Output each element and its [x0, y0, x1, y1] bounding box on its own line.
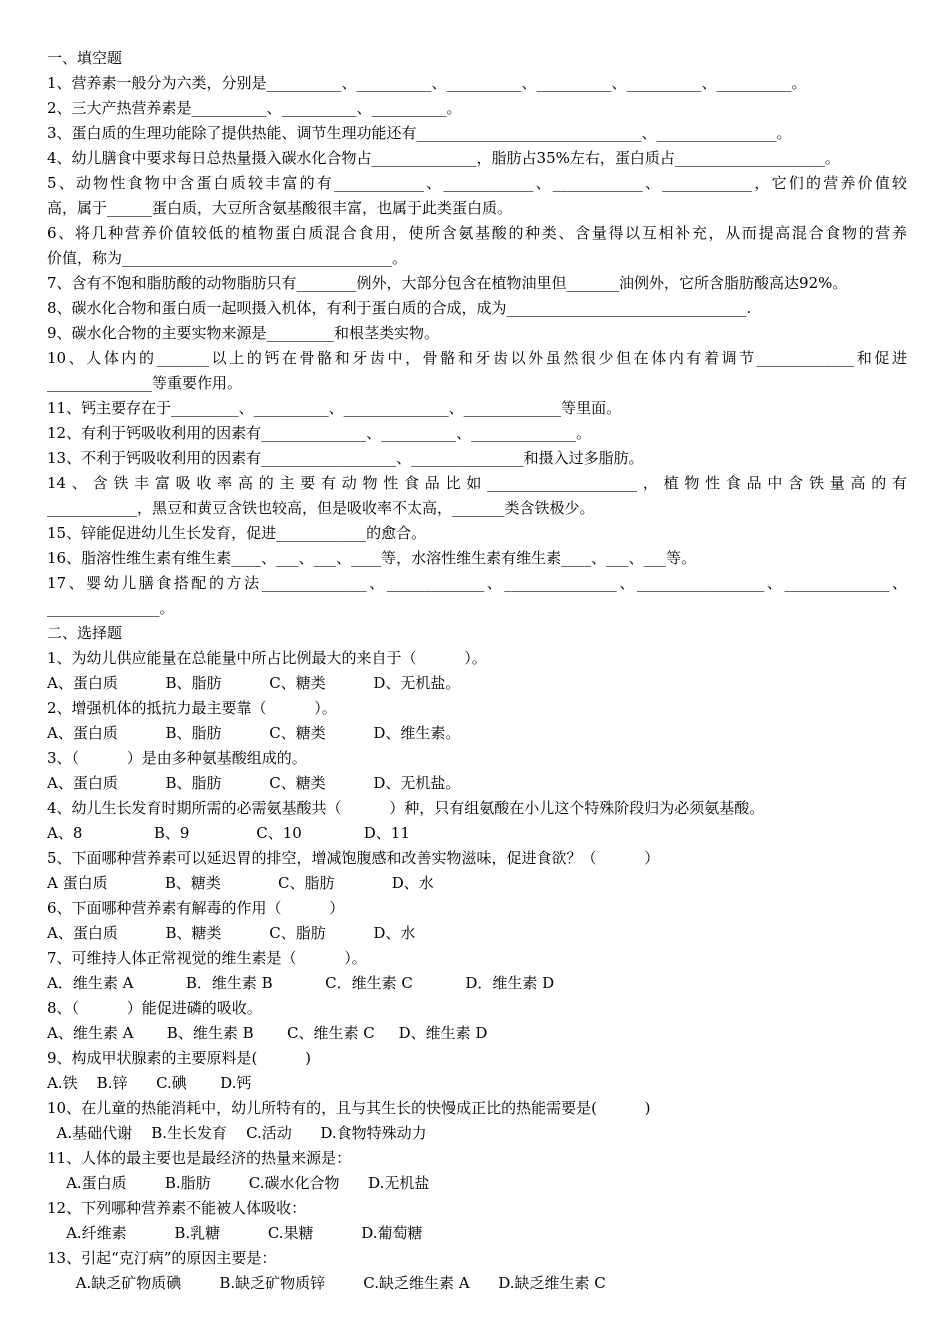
line-q5a: 5、动物性食物中含蛋白质较丰富的有____________、____________、____________、____________，它们的营养价值较 [47, 174, 907, 192]
line-q17a: 17、婴幼儿膳食搭配的方法______________、_____________、_______________、_________________、______________、 [47, 574, 907, 592]
line-c10: 10、在儿童的热能消耗中，幼儿所特有的，且与其生长的快慢成正比的热能需要是( ) [47, 1099, 651, 1117]
line-fill-heading: 一、填空题 [47, 49, 123, 67]
line-q12: 12、有利于钙吸收利用的因素有______________、__________、______________。 [47, 424, 592, 442]
line-c6-opts: A、蛋白质 B、糖类 C、脂肪 D、水 [47, 924, 416, 942]
line-q10b: ______________等重要作用。 [47, 374, 243, 392]
line-q8: 8、碳水化合物和蛋白质一起呗摄入机体，有利于蛋白质的合成，成为________________________________. [47, 299, 752, 317]
line-q7: 7、含有不饱和脂肪酸的动物脂肪只有________例外，大部分包含在植物油里但_______油例外，它所含脂肪酸高达92%。 [47, 274, 848, 292]
line-q10a: 10、人体内的_______以上的钙在骨骼和牙齿中，骨骼和牙齿以外虽然很少但在体内有着调节_____________和促进 [47, 349, 907, 367]
line-c4: 4、幼儿生长发育时期所需的必需氨基酸共（ ）种，只有组氨酸在小儿这个特殊阶段归为必须氨基酸。 [47, 799, 765, 817]
line-c7-opts: A．维生素 A B．维生素 B C．维生素 C D．维生素 D [47, 974, 555, 992]
line-c7: 7、可维持人体正常视觉的维生素是（ ）。 [47, 949, 367, 967]
line-c9: 9、构成甲状腺素的主要原料是( ) [47, 1049, 311, 1067]
line-c8-opts: A、维生素 A B、维生素 B C、维生素 C D、维生素 D [47, 1024, 488, 1042]
line-c6: 6、下面哪种营养素有解毒的作用（ ） [47, 899, 345, 917]
line-c2: 2、增强机体的抵抗力最主要靠（ ）。 [47, 699, 337, 717]
line-q14b: ____________，黑豆和黄豆含铁也较高，但是吸收率不太高，_______类含铁极少。 [47, 499, 595, 517]
line-q4: 4、幼儿膳食中要求每日总热量摄入碳水化合物占______________，脂肪占35%左右，蛋白质占____________________。 [47, 149, 840, 167]
line-c3: 3、（ ）是由多种氨基酸组成的。 [47, 749, 307, 767]
line-q13: 13、不利于钙吸收利用的因素有__________________、_______________和摄入过多脂肪。 [47, 449, 644, 467]
line-c1-opts: A、蛋白质 B、脂肪 C、糖类 D、无机盐。 [47, 674, 461, 692]
line-q17b: _______________。 [47, 599, 175, 617]
line-c8: 8、（ ）能促进磷的吸收。 [47, 999, 262, 1017]
line-c13: 13、引起“克汀病”的原因主要是： [47, 1249, 277, 1267]
line-q15: 15、锌能促进幼儿生长发育，促进____________的愈合。 [47, 524, 427, 542]
line-q9: 9、碳水化合物的主要实物来源是_________和根茎类实物。 [47, 324, 440, 342]
line-c9-opts: A.铁 B.锌 C.碘 D.钙 [47, 1074, 252, 1092]
line-q6b: 价值，称为____________________________________。 [47, 249, 408, 267]
line-c11: 11、人体的最主要也是最经济的热量来源是： [47, 1149, 352, 1167]
line-c3-opts: A、蛋白质 B、脂肪 C、糖类 D、无机盐。 [47, 774, 461, 792]
line-c10-opts: A.基础代谢 B.生长发育 C.活动 D.食物特殊动力 [47, 1124, 427, 1142]
line-q16: 16、脂溶性维生素有维生素____、___、___、____等，水溶性维生素有维生素____、___、___等。 [47, 549, 697, 567]
line-c1: 1、为幼儿供应能量在总能量中所占比例最大的来自于（ ）。 [47, 649, 487, 667]
line-q6a: 6、将几种营养价值较低的植物蛋白质混合食用，使所含氨基酸的种类、含量得以互相补充，从而提高混合食物的营养 [47, 224, 907, 242]
line-c12-opts: A.纤维素 B.乳糖 C.果糖 D.葡萄糖 [47, 1224, 423, 1242]
line-c5: 5、下面哪种营养素可以延迟胃的排空，增减饱腹感和改善实物滋味，促进食欲？（ ） [47, 849, 660, 867]
line-q1: 1、营养素一般分为六类，分别是__________、__________、__________、__________、__________、__________。 [47, 74, 807, 92]
line-q5b: 高，属于______蛋白质，大豆所含氨基酸很丰富，也属于此类蛋白质。 [47, 199, 513, 217]
line-q11: 11、钙主要存在于_________、__________、______________、_____________等里面。 [47, 399, 622, 417]
line-c13-opts: A.缺乏矿物质碘 B.缺乏矿物质锌 C.缺乏维生素 A D.缺乏维生素 C [47, 1274, 606, 1292]
line-c4-opts: A、8 B、9 C、10 D、11 [47, 824, 410, 842]
line-choice-heading: 二、选择题 [47, 624, 123, 642]
line-c12: 12、下列哪种营养素不能被人体吸收： [47, 1199, 307, 1217]
line-c5-opts: A 蛋白质 B、糖类 C、脂肪 D、水 [47, 874, 434, 892]
line-q2: 2、三大产热营养素是__________、__________、__________。 [47, 99, 462, 117]
line-q3: 3、蛋白质的生理功能除了提供热能、调节生理功能还有______________________________、________________。 [47, 124, 792, 142]
line-c2-opts: A、蛋白质 B、脂肪 C、糖类 D、维生素。 [47, 724, 461, 742]
line-q14a: 14、含铁丰富吸收率高的主要有动物性食品比如____________________，植物性食品中含铁量高的有 [47, 474, 907, 492]
line-c11-opts: A.蛋白质 B.脂肪 C.碳水化合物 D.无机盐 [47, 1174, 430, 1192]
